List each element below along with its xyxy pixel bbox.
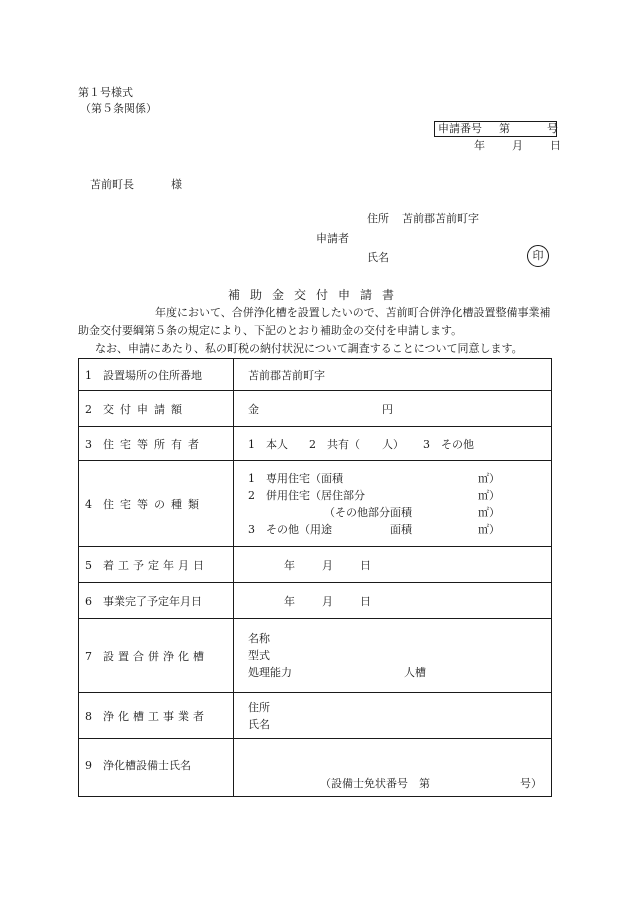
amount-prefix: 金	[248, 402, 259, 416]
housing-type-field[interactable]	[234, 461, 552, 547]
septic-capacity-line	[248, 664, 551, 681]
application-date[interactable]	[474, 139, 561, 153]
amount-field[interactable]	[234, 391, 552, 427]
row-number: 7	[85, 649, 92, 663]
row-label-text: 交付申請額	[103, 402, 188, 416]
table-row	[79, 427, 552, 461]
date-day: 日	[360, 594, 371, 608]
septic-name-label: 名称	[248, 632, 270, 645]
housing-type-text: （その他部分面積	[324, 505, 412, 519]
row-label-text: 住宅等所有者	[103, 437, 205, 451]
date-day: 日	[360, 558, 371, 572]
table-row	[79, 547, 552, 583]
row-label	[79, 461, 234, 547]
septic-model-label: 型式	[248, 649, 270, 662]
row-label-text: 設置場所の住所番地	[103, 368, 202, 382]
housing-type-line	[248, 470, 551, 487]
body-paragraph-2: なお、申請にあたり、私の町税の納付状況について調査することについて同意します。	[84, 342, 523, 355]
applicant-address-label: 住所	[367, 212, 389, 225]
date-year: 年	[474, 139, 485, 152]
area-unit: ㎡）	[478, 522, 500, 536]
septic-capacity-unit: 人槽	[404, 666, 426, 679]
housing-type-line	[248, 504, 551, 521]
install-address-field[interactable]	[234, 359, 552, 391]
table-row	[79, 693, 552, 739]
table-row	[79, 583, 552, 619]
owner-option: 2 共有（ 人）	[309, 437, 404, 451]
area-unit: ㎡）	[478, 488, 500, 502]
amount-unit: 円	[382, 402, 393, 416]
area-unit: ㎡）	[478, 505, 500, 519]
row-number: 3	[85, 437, 92, 451]
owner-options[interactable]	[234, 427, 552, 461]
date-month: 月	[512, 139, 523, 152]
table-row	[79, 619, 552, 693]
document-title: 補助金交付申請書	[228, 288, 405, 302]
applicant-role-label: 申請者	[316, 232, 349, 245]
date-year: 年	[284, 594, 295, 608]
application-number-box[interactable]	[434, 121, 557, 137]
row-label-text: 浄化槽工事業者	[103, 709, 208, 723]
table-row	[79, 739, 552, 797]
contractor-field[interactable]	[234, 693, 552, 739]
row-label-text: 浄化槽設備士氏名	[103, 759, 191, 772]
housing-type-line	[248, 521, 551, 538]
date-month: 月	[322, 558, 333, 572]
row-number: 9	[85, 759, 92, 772]
row-label-text: 事業完了予定年月日	[103, 594, 202, 608]
septic-tank-field[interactable]	[234, 619, 552, 693]
install-address-prefix: 苫前郡苫前町字	[248, 368, 325, 382]
installer-field[interactable]	[234, 739, 552, 797]
installer-license-end: 号）	[520, 777, 542, 790]
row-label-text: 着工予定年月日	[103, 558, 208, 572]
row-label-text: 住宅等の種類	[103, 497, 205, 511]
row-number: 5	[85, 558, 92, 572]
applicant-name-label[interactable]: 氏名	[367, 251, 389, 264]
row-label	[79, 427, 234, 461]
row-number: 6	[85, 594, 92, 608]
row-label	[79, 693, 234, 739]
application-table	[78, 358, 552, 797]
housing-type-line	[248, 487, 551, 504]
contractor-name-label: 氏名	[248, 717, 270, 731]
installer-license-label: （設備士免状番号 第	[320, 777, 430, 790]
housing-type-text: 1 専用住宅（面積	[248, 471, 343, 485]
row-label-text: 設置合併浄化槽	[103, 649, 208, 663]
date-month: 月	[322, 594, 333, 608]
septic-capacity-label: 処理能力	[248, 666, 292, 679]
row-label	[79, 359, 234, 391]
addressee-honorific: 様	[171, 178, 182, 191]
form-number: 第１号様式	[78, 86, 133, 99]
row-number: 4	[85, 497, 92, 511]
row-label	[79, 583, 234, 619]
date-day: 日	[550, 139, 561, 152]
row-label	[79, 739, 234, 797]
row-label	[79, 547, 234, 583]
housing-type-text: 3 その他（用途	[248, 522, 332, 536]
body-paragraph-1: 年度において、合併浄化槽を設置したいので、苫前町合併浄化槽設置整備事業補助金交付要綱第５条の規定により、下記のとおり補助金の交付を申請します。	[78, 306, 551, 337]
applicant-address[interactable]	[367, 212, 479, 226]
row-label	[79, 391, 234, 427]
row-number: 2	[85, 402, 92, 416]
owner-option: 3 その他	[423, 437, 474, 451]
addressee-name: 苫前町長	[90, 178, 134, 191]
table-row	[79, 461, 552, 547]
start-date-field[interactable]	[234, 547, 552, 583]
housing-type-text: 2 併用住宅（居住部分	[248, 488, 365, 502]
application-number-dai: 第	[499, 122, 510, 135]
table-row	[79, 359, 552, 391]
area-unit: ㎡）	[478, 471, 500, 485]
row-number: 8	[85, 709, 92, 723]
seal-mark: 印	[527, 245, 549, 267]
installer-license-line	[248, 775, 551, 792]
owner-option: 1 本人	[248, 437, 288, 451]
application-number-label: 申請番号	[438, 122, 482, 135]
table-row	[79, 391, 552, 427]
row-label	[79, 619, 234, 693]
completion-date-field[interactable]	[234, 583, 552, 619]
addressee	[90, 178, 182, 192]
date-year: 年	[284, 558, 295, 572]
contractor-address-label: 住所	[248, 700, 270, 714]
row-number: 1	[85, 368, 92, 382]
application-number-go: 号	[547, 122, 558, 135]
applicant-address-value: 苫前郡苫前町字	[402, 212, 479, 225]
article-reference: （第５条関係）	[80, 102, 157, 115]
area-label: 面積	[390, 522, 412, 536]
